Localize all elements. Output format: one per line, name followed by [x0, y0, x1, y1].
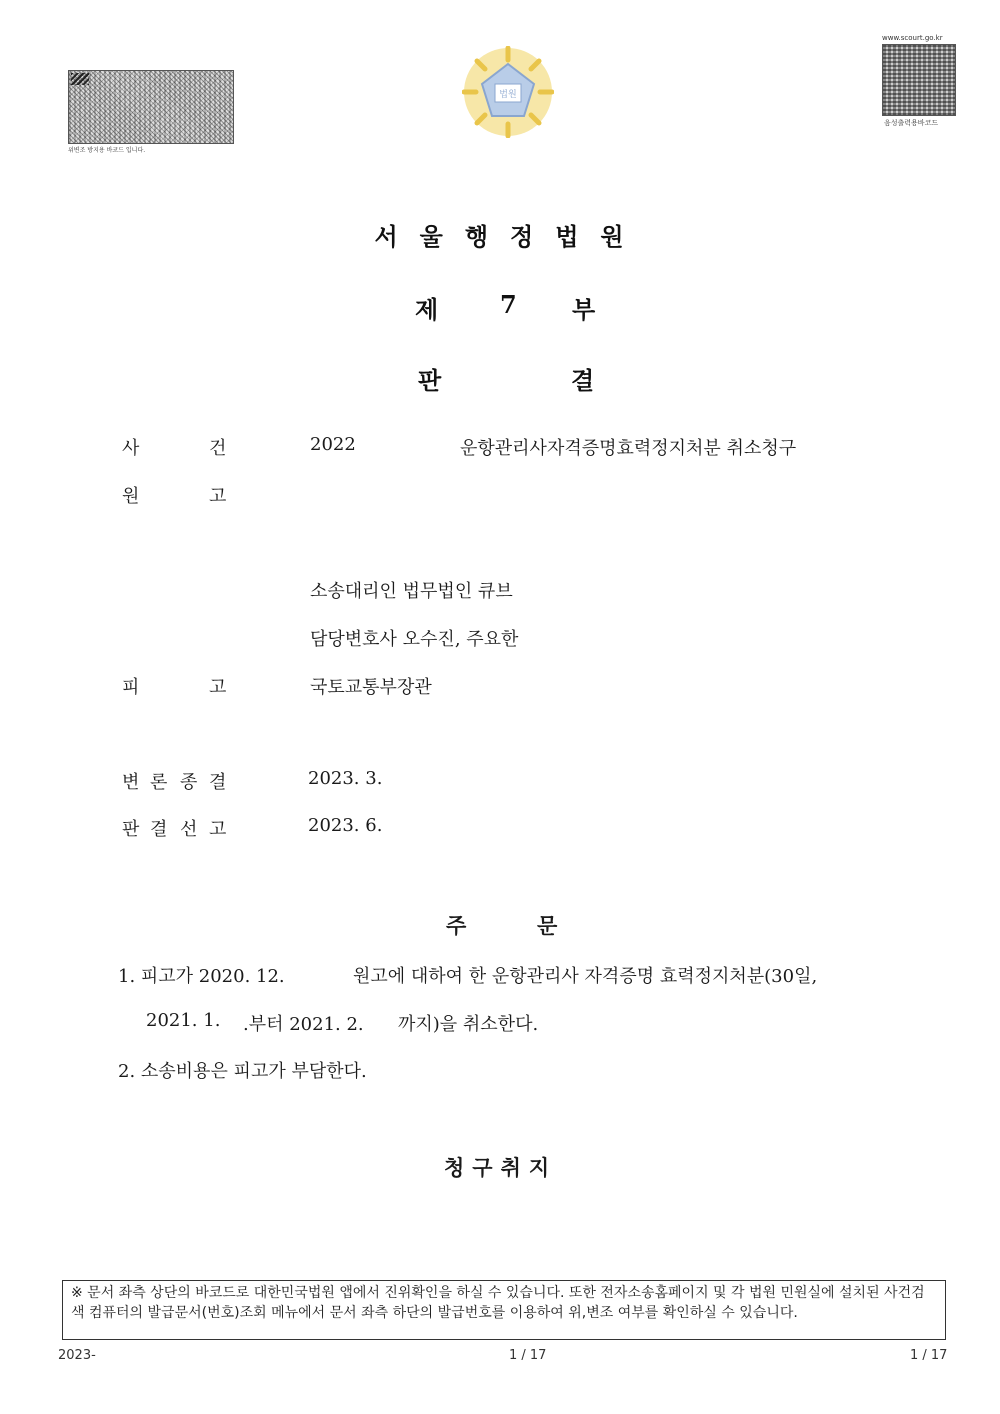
claim-title: 청구취지	[444, 1155, 558, 1180]
order-title-1: 주	[446, 913, 467, 938]
court-emblem-icon	[462, 46, 554, 138]
barcode-caption: 위변조 방지용 바코드 입니다.	[68, 147, 146, 154]
closing-label-1: 변	[122, 772, 140, 793]
issue-number: 2023-	[58, 1348, 96, 1363]
attorney-line: 소송대리인 법무법인 큐브	[310, 581, 513, 602]
closing-label-4: 결	[209, 772, 227, 793]
defendant-label-1: 피	[122, 677, 140, 698]
order-item2: 2. 소송비용은 피고가 부담한다.	[118, 1061, 367, 1082]
closing-label-2: 론	[150, 772, 168, 793]
case-label-1: 사	[122, 438, 140, 459]
anti-forgery-barcode	[68, 70, 234, 144]
order-item1-part2: 원고에 대하여 한 운항관리사 자격증명 효력정지처분(30일,	[353, 966, 818, 987]
court-name: 서 울 행 정 법 원	[374, 222, 626, 251]
judgment-char-1: 판	[418, 366, 444, 395]
ruling-label-3: 선	[180, 819, 198, 840]
plaintiff-label-2: 고	[209, 486, 227, 507]
case-name: 운항관리사자격증명효력정지처분 취소청구	[460, 438, 797, 459]
plaintiff-label-1: 원	[122, 486, 140, 507]
defendant: 국토교통부장관	[310, 677, 432, 698]
division-number: 7	[500, 290, 519, 319]
emblem-text: 법원	[499, 90, 517, 100]
voice-output-barcode	[882, 44, 956, 116]
page-number-right: 1 / 17	[910, 1348, 948, 1363]
order-item1-part4: .부터 2021. 2.	[243, 1014, 364, 1035]
order-title-2: 문	[537, 913, 558, 938]
order-item1-part5: 까지)을 취소한다.	[398, 1014, 539, 1035]
closing-label-3: 종	[180, 772, 198, 793]
qr-caption: 음성출력용바코드	[884, 119, 939, 127]
closing-date: 2023. 3.	[308, 768, 383, 789]
ruling-date: 2023. 6.	[308, 815, 383, 836]
defendant-label-2: 고	[209, 677, 227, 698]
judgment-char-2: 결	[571, 366, 597, 395]
case-number: 2022	[310, 434, 356, 455]
order-item1-part1: 1. 피고가 2020. 12.	[118, 966, 285, 987]
division-char-2: 부	[572, 295, 598, 324]
lawyers-line: 담당변호사 오수진, 주요한	[310, 629, 519, 650]
ruling-label-2: 결	[150, 819, 168, 840]
ruling-label-1: 판	[122, 819, 140, 840]
division-char-1: 제	[415, 295, 441, 324]
page-number-center: 1 / 17	[509, 1348, 547, 1363]
case-label-2: 건	[209, 438, 227, 459]
order-item1-part3: 2021. 1.	[146, 1010, 221, 1031]
scourt-url: www.scourt.go.kr	[882, 34, 943, 42]
ruling-label-4: 고	[209, 819, 227, 840]
verification-notice: ※ 문서 좌측 상단의 바코드로 대한민국법원 앱에서 진위확인을 하실 수 있습니다. 또한 전자소송홈페이지 및 각 법원 민원실에 설치된 사건검색 컴퓨터의 발급문서(번호)조회 메뉴에서 문서 좌측 하단의 발급번호를 이용하여 위,변조 여부를 확인하실 수 있습니다.	[62, 1280, 946, 1340]
